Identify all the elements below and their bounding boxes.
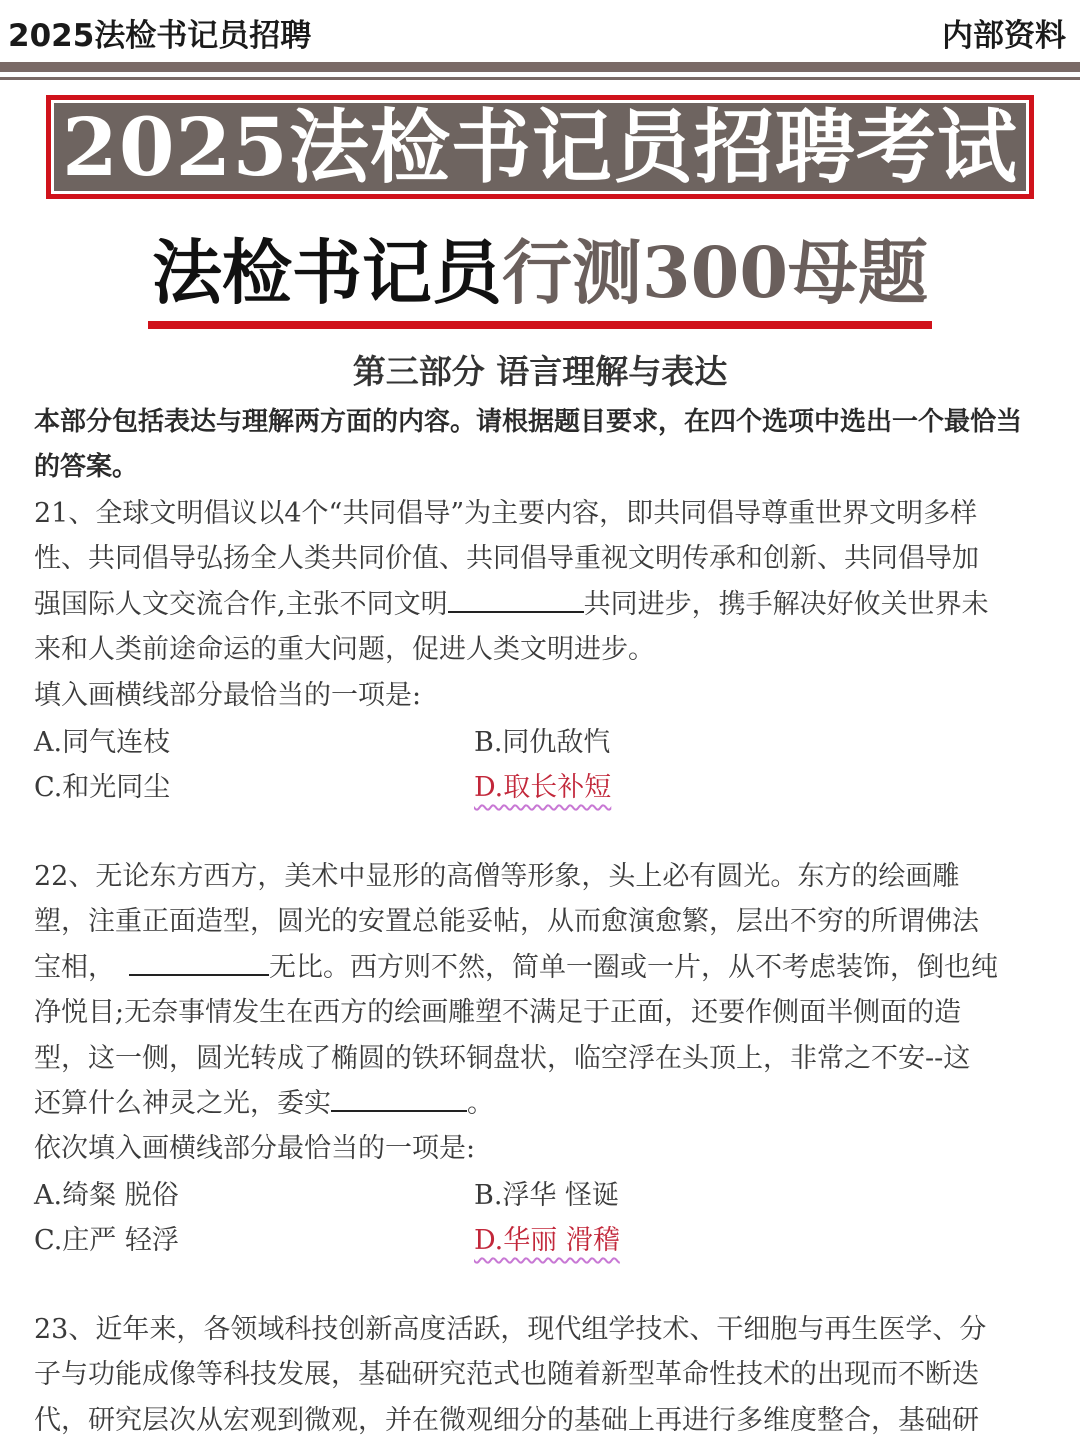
subtitle-underline — [148, 321, 932, 329]
question-line: 代，研究层次从宏观到微观，并在微观细分的基础上再进行多维度整合，基础研 — [34, 1404, 979, 1436]
question-text: 还算什么神灵之光，委实 — [34, 1088, 331, 1120]
subtitle-part1: 法检书记员 — [151, 231, 502, 314]
question-line: 塑，注重正面造型，圆光的安置总能妥帖，从而愈演愈繁，层出不穷的所谓佛法 — [34, 906, 979, 938]
question-text: 无比。西方则不然，简单一圈或一片，从不考虑装饰，倒也纯 — [269, 951, 998, 983]
question-line: 净悦目;无奈事情发生在西方的绘画雕塑不满足于正面，还要作侧面半侧面的造 — [34, 997, 962, 1029]
question-prompt: 依次填入画横线部分最恰当的一项是: — [34, 1133, 476, 1165]
question-23 — [34, 1307, 1046, 1443]
header-label: 内部资料 — [942, 18, 1066, 54]
option-a: A.同气连枝 — [34, 727, 171, 758]
question-line: 22、无论东方西方，美术中显形的高僧等形象，头上必有圆光。东方的绘画雕 — [34, 861, 960, 892]
question-21 — [34, 491, 1046, 718]
options-21 — [34, 720, 1044, 810]
subtitle-part2: 行测300母题 — [501, 231, 929, 314]
option-a: A.绮粲 脱俗 — [34, 1180, 179, 1211]
options-22 — [34, 1173, 1044, 1263]
question-line: 子与功能成像等科技发展，基础研究范式也随着新型革命性技术的出现而不断迭 — [34, 1359, 979, 1391]
question-line: 型，这一侧，圆光转成了椭圆的铁环铜盘状，临空浮在头顶上，非常之不安--这 — [34, 1042, 971, 1074]
option-b: B.同仇敌忾 — [474, 727, 611, 758]
banner-title: 2025法检书记员招聘考试 — [62, 100, 1018, 194]
header-divider-thin — [0, 77, 1080, 80]
option-d-correct: D.华丽 滑稽 — [474, 1225, 620, 1256]
page-header — [0, 0, 1080, 62]
option-c: C.庄严 轻浮 — [34, 1225, 179, 1256]
answer-blank — [129, 948, 269, 976]
question-line — [34, 1081, 1046, 1126]
option-c: C.和光同尘 — [34, 772, 171, 803]
question-text: 共同进步，携手解决好攸关世界未 — [583, 588, 989, 620]
section-heading: 第三部分 语言理解与表达 — [352, 352, 728, 391]
answer-blank — [448, 585, 584, 613]
question-line: 23、近年来，各领域科技创新高度活跃，现代组学技术、干细胞与再生医学、分 — [34, 1314, 987, 1345]
question-line — [34, 582, 1046, 627]
question-line: 来和人类前途命运的重大问题，促进人类文明进步。 — [34, 634, 655, 666]
question-line — [34, 945, 1046, 990]
question-line: 21、全球文明倡议以4个“共同倡导”为主要内容，即共同倡导尊重世界文明多样 — [34, 498, 978, 529]
subtitle — [0, 231, 1080, 314]
header-divider-thick — [0, 62, 1080, 72]
title-banner — [46, 95, 1034, 199]
section-intro: 本部分包括表达与理解两方面的内容。请根据题目要求，在四个选项中选出一个最恰当的答案。 — [34, 407, 1023, 482]
question-text: 宝相， — [34, 951, 115, 983]
answer-blank — [331, 1084, 467, 1112]
question-text: 。 — [467, 1088, 494, 1120]
option-b: B.浮华 怪诞 — [474, 1180, 620, 1211]
question-line: 性、共同倡导弘扬全人类共同价值、共同倡导重视文明传承和创新、共同倡导加 — [34, 543, 979, 575]
option-d-correct: D.取长补短 — [474, 772, 612, 803]
header-title: 2025法检书记员招聘 — [8, 18, 312, 54]
question-prompt: 填入画横线部分最恰当的一项是: — [34, 679, 422, 711]
question-22 — [34, 854, 1046, 1172]
question-text: 强国际人文交流合作,主张不同文明 — [34, 588, 448, 620]
